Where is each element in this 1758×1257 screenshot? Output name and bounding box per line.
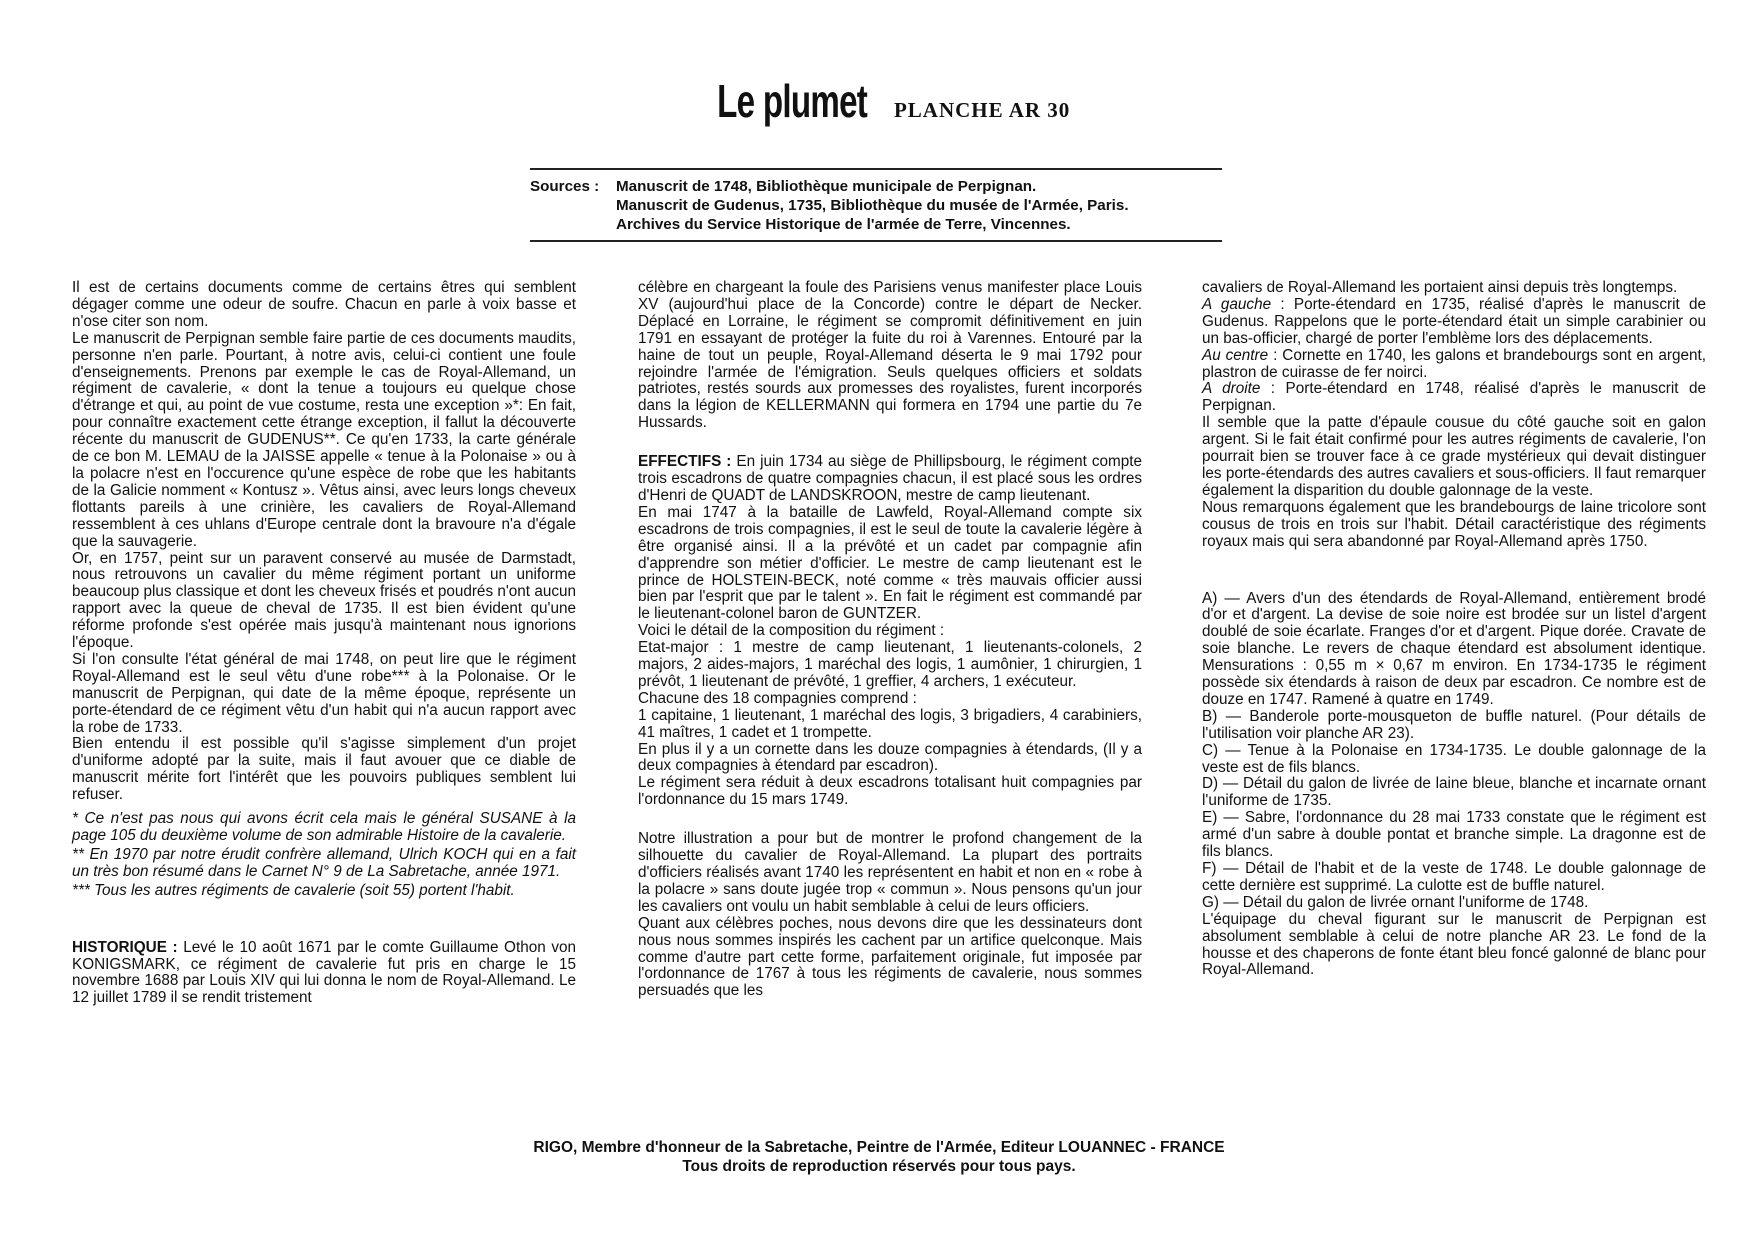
position-label: Au centre (1202, 346, 1269, 364)
page-title: Le plumet (716, 75, 867, 127)
paragraph (1202, 381, 1706, 415)
footnote: ** En 1970 par notre érudit confrère allemand, Ulrich KOCH qui en a fait un très bon résumé dans le Carnet N° 9 de La Sabretache, année 1971. (72, 845, 576, 880)
paragraph: Quant aux célèbres poches, nous devons dire que les dessinateurs dont nous nous sommes inspirés les cachent par un artifice quelconque. Mais comme d'autre part cette forme, parfaitement originale, fut imposée par l'ordonnance de 1767 à tous les régiments de cavalerie, nous sommes persuadés que les (638, 914, 1142, 1000)
paragraph (1202, 297, 1706, 348)
section-text: En juin 1734 au siège de Phillipsbourg, le régiment compte trois escadrons de quatre compagnies chacun, il est placé sous les ordres d'Henri de QUADT de LANDSKROON, mestre de camp lieutenant. (638, 453, 1142, 504)
paragraph-text: : Cornette en 1740, les galons et brandebourgs sont en argent, plastron de cuirasse de fer noirci. (1202, 346, 1706, 381)
column-middle (638, 280, 1142, 1000)
paragraph-text: : Porte-étendard en 1735, réalisé d'après le manuscrit de Gudenus. Rappelons que le porte-étendard était un simple carabinier ou un bas-officier, chargé de porter l'emblème lors des déplacements. (1202, 295, 1706, 347)
source-line: Manuscrit de Gudenus, 1735, Bibliothèque du musée de l'Armée, Paris. (616, 197, 1129, 214)
legend-item: B) — Banderole porte-mousqueton de buffle naturel. (Pour détails de l'utilisation voir planche AR 23). (1202, 707, 1706, 742)
effectifs-paragraph (638, 454, 1142, 505)
paragraph: L'équipage du cheval figurant sur le manuscrit de Perpignan est absolument semblable à celui de notre planche AR 23. Le fond de la housse et des chaperons de fonte étant bleu foncé galonné de blanc pour Royal-Allemand. (1202, 910, 1706, 979)
sources-row (530, 215, 1222, 234)
paragraph: Voici le détail de la composition du régiment : (638, 622, 945, 640)
position-label: A gauche (1202, 295, 1272, 313)
paragraph: En mai 1747 à la bataille de Lawfeld, Royal-Allemand compte six escadrons de trois compagnies, il est le seul de toute la cavalerie légère à être organisé ainsi. Il a la prévôté et un cadet par compagnie afin d'apprendre son métier d'officier. Le mestre de camp lieutenant est le prince de HOLSTEIN-BECK, noté comme « très mauvais officier aussi bien par l'esprit que par le talent ». En fait le régiment est commandé par le lieutenant-colonel baron de GUNTZER. (638, 503, 1142, 623)
paragraph (1202, 348, 1706, 382)
paragraph: En plus il y a un cornette dans les douze compagnies à étendards, (Il y a deux compagnies à étendard par escadron). (638, 740, 1142, 775)
column-right (1202, 280, 1706, 979)
section-label: HISTORIQUE : (72, 938, 178, 956)
footer-rights: Tous droits de reproduction réservés pour tous pays. (682, 1158, 1076, 1175)
footer-credit: RIGO, Membre d'honneur de la Sabretache, Peintre de l'Armée, Editeur LOUANNEC - FRANCE (533, 1139, 1225, 1156)
sources-box (530, 168, 1222, 242)
legend-item: C) — Tenue à la Polonaise en 1734-1735. Le double galonnage de la veste est de fils blancs. (1202, 741, 1706, 776)
footnote: *** Tous les autres régiments de cavalerie (soit 55) portent l'habit. (72, 881, 515, 899)
paragraph: Le manuscrit de Perpignan semble faire partie de ces documents maudits, personne n'en parle. Pourtant, à notre avis, celui-ci contient une foule d'enseignements. Prenons par exemple le cas de Royal-Allemand, un régiment de cavalerie, « dont la tenue a toujours eu quelque chose d'étrange et qui, au point de vue costume, resta une exception »*: En fait, pour connaître exactement cette étrange exception, il fallut la découverte récente du manuscrit de GUDENUS**. Ce qu'en 1733, la carte générale de ce bon M. LEMAU de la JAISSE appelle « tenue à la Polonaise » ou à la polacre n'est en l'occurence qu'une espèce de robe que les habitants de la Galicie nomment « Kontusz ». Vêtus ainsi, avec leurs longs cheveux flottants pareils à une crinière, les cavaliers de Royal-Allemand ressemblent à ces uhlans d'Europe centrale dont la bravoure n'a d'égale que la sauvagerie. (72, 329, 576, 550)
paragraph: Si l'on consulte l'état général de mai 1748, on peut lire que le régiment Royal-Allemand est le seul vêtu d'une robe*** à la Polonaise. Or le manuscrit de Perpignan, qui date de la même époque, représente un porte-étendard de ce régiment vêtu d'un habit qui n'a aucun rapport avec la robe de 1733. (72, 650, 576, 736)
section-label: EFFECTIFS : (638, 453, 732, 471)
page-footer (0, 1138, 1758, 1176)
legend-item: D) — Détail du galon de livrée de laine bleue, blanche et incarnate ornant l'uniforme de 1735. (1202, 775, 1706, 810)
paragraph: Etat-major : 1 mestre de camp lieutenant, 1 lieutenants-colonels, 2 majors, 2 aides-majors, 1 maréchal des logis, 1 aumônier, 1 chirurgien, 1 prévôt, 1 lieutenant de prévôté, 1 greffier, 4 archers, 1 exécuteur. (638, 639, 1142, 690)
footnote: * Ce n'est pas nous qui avons écrit cela mais le général SUSANE à la page 105 du deuxième volume de son admirable Histoire de la cavalerie. (72, 810, 576, 844)
historique-paragraph (72, 940, 576, 1008)
position-label: A droite (1202, 380, 1261, 398)
paragraph: Le régiment sera réduit à deux escadrons totalisant huit compagnies par l'ordonnance du 15 mars 1749. (638, 774, 1142, 809)
legend-item: E) — Sabre, l'ordonnance du 28 mai 1733 constate que le régiment est armé d'un sabre à double pontat et branche simple. La dragonne est de fils blancs. (1202, 809, 1706, 861)
legend-item: F) — Détail de l'habit et de la veste de 1748. Le double galonnage de cette dernière est supprimé. La culotte est de buffle naturel. (1202, 860, 1706, 894)
sources-label: Sources : (530, 178, 600, 195)
paragraph-text: : Porte-étendard en 1748, réalisé d'après le manuscrit de Perpignan. (1202, 380, 1706, 415)
page-header (0, 74, 1758, 128)
section-text: Levé le 10 août 1671 par le comte Guillaume Othon von KONIGSMARK, ce régiment de cavalerie fut pris en charge le 15 novembre 1688 par Louis XIV qui lui donna le nom de Royal-Allemand. Le 12 juillet 1789 il se rendit tristement (72, 938, 576, 1007)
paragraph: Or, en 1757, peint sur un paravent conservé au musée de Darmstadt, nous retrouvons un cavalier du même régiment portant un uniforme beaucoup plus classique et dont les cheveux frisés et poudrés n'ont aucun rapport avec la queue de cheval de 1735. Il est bien évident qu'une réforme profonde s'est opérée mais jusqu'à maintenant nous ignorions l'époque. (72, 549, 576, 652)
paragraph: Il semble que la patte d'épaule cousue du côté gauche soit en galon argent. Si le fait était confirmé pour les autres régiments de cavalerie, l'on pourrait bien se trouver face à ce grade mystérieux qui devait distinguer les porte-étendards des autres cavaliers et sous-officiers. Il faut remarquer également la disparition du double galonnage de la veste. (1202, 414, 1706, 499)
plate-number: PLANCHE AR 30 (893, 98, 1071, 122)
paragraph: Notre illustration a pour but de montrer le profond changement de la silhouette du cavalier de Royal-Allemand. La plupart des portraits d'officiers réalisés avant 1740 les représentent en habit et non en « robe à la polacre » sans doute jugée trop « commun ». Nous pensons qu'un jour les cavaliers ont voulu un habit semblable à celui de leurs officiers. (638, 830, 1142, 915)
sources-row (530, 177, 1222, 196)
source-line: Archives du Service Historique de l'armée de Terre, Vincennes. (616, 216, 1071, 233)
paragraph: 1 capitaine, 1 lieutenant, 1 maréchal des logis, 3 brigadiers, 4 carabiniers, 41 maîtres, 1 cadet et 1 trompette. (638, 706, 1142, 741)
column-left (72, 280, 576, 1007)
legend-item: A) — Avers d'un des étendards de Royal-Allemand, entièrement brodé d'or et d'argent. La devise de soie noire est brodée sur un listel d'argent doublé de soie écarlate. Franges d'or et d'argent. Pique dorée. Cravate de soie blanche. Le revers de chaque étendard est absolument identique. Mensurations : 0,55 m × 0,67 m environ. En 1734-1735 le régiment possède six étendards à raison de deux par escadron. Ce nombre est de douze en 1747. Ramené à quatre en 1749. (1202, 589, 1706, 708)
paragraph: cavaliers de Royal-Allemand les portaient ainsi depuis très longtemps. (1202, 279, 1678, 296)
paragraph: Chacune des 18 compagnies comprend : (638, 689, 917, 707)
paragraph: célèbre en chargeant la foule des Parisiens venus manifester place Louis XV (aujourd'hui place de la Concorde) contre le départ de Necker. Déplacé en Lorraine, le régiment se compromit définitivement en juin 1791 en essayant de protéger la fuite du roi à Varennes. Entouré par la haine de tout un peuple, Royal-Allemand déserta le 9 mai 1792 pour rejoindre l'armée de l'émigration. Seuls quelques officiers et soldats patriotes, restés sourds aux promesses des royalistes, furent incorporés dans la légion de KELLERMANN qui formera en 1794 une partie du 7e Hussards. (638, 279, 1142, 432)
source-line: Manuscrit de 1748, Bibliothèque municipale de Perpignan. (616, 178, 1037, 195)
paragraph: Nous remarquons également que les brandebourgs de laine tricolore sont cousus de trois en trois sur l'habit. Détail caractéristique des régiments royaux mais qui sera abandonné par Royal-Allemand après 1750. (1202, 498, 1706, 550)
paragraph: Il est de certains documents comme de certains êtres qui semblent dégager comme une odeur de soufre. Chacun en parle à voix basse et n'ose citer son nom. (72, 279, 576, 330)
paragraph: Bien entendu il est possible qu'il s'agisse simplement d'un projet d'uniforme adopté par la suite, mais il faut avouer que ce diable de manuscrit mérite fort l'intérêt que les pouvoirs publiques semblent lui refuser. (72, 735, 576, 804)
legend-item: G) — Détail du galon de livrée ornant l'uniforme de 1748. (1202, 893, 1589, 911)
sources-row (530, 196, 1222, 215)
